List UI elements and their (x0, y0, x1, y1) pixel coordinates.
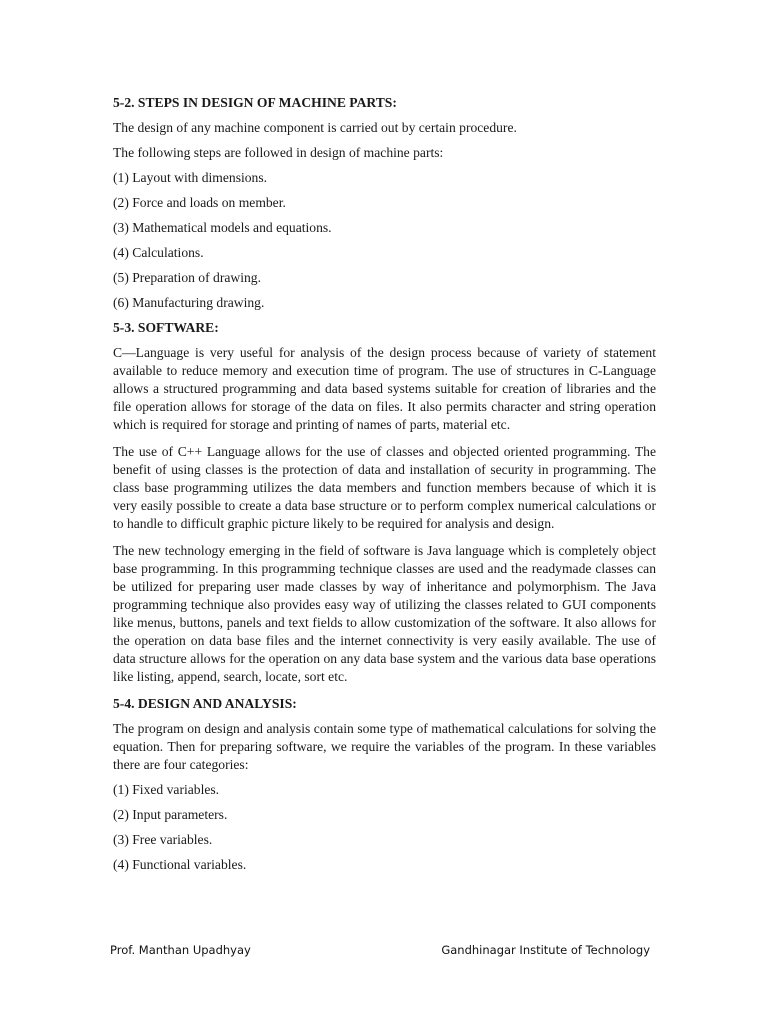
footer-institute: Gandhinagar Institute of Technology (441, 943, 650, 957)
section-heading-5-3: 5-3. SOFTWARE: (113, 320, 219, 335)
list-item: (3) Free variables. (113, 832, 213, 847)
list-item: (2) Force and loads on member. (113, 195, 286, 210)
paragraph: The use of C++ Language allows for the use of classes and objected oriented programming. The benefit of using classes is the protection of data and installation of security in programming. The class base programming utilizes the data members and function members because of which it is very easily possible to create a data base structure or to perform complex numerical calculations or to handle to difficult graphic picture likely to be required for analysis and design. (113, 444, 656, 531)
section-heading-5-4: 5-4. DESIGN AND ANALYSIS: (113, 696, 297, 711)
paragraph: The program on design and analysis contain some type of mathematical calculations for solving the equation. Then for preparing software, we require the variables of the program. In these variables there are four categories: (113, 721, 656, 772)
list-item: (6) Manufacturing drawing. (113, 295, 265, 310)
list-item: (2) Input parameters. (113, 807, 228, 822)
paragraph: The new technology emerging in the field of software is Java language which is completely object base programming. In this programming technique classes are used and the readymade classes can be utilized for preparing user made classes by way of inheritance and polymorphism. The Java programming technique also provides easy way of utilizing the classes related to GUI components like menus, buttons, panels and text fields to allow customization of the software. It also allows for the operation on data base files and the internet connectivity is very easily available. The use of data structure allows for the operation on any data base system and the various data base operations like listing, append, search, locate, sort etc. (113, 543, 656, 684)
list-item: (5) Preparation of drawing. (113, 270, 261, 285)
paragraph: C—Language is very useful for analysis of the design process because of variety of statement available to reduce memory and execution time of program. The use of structures in C-Language allows a structured programming and data based systems suitable for creation of libraries and the file operation allows for storage of the data on files. It also permits character and string operation which is required for storage and printing of names of parts, material etc. (113, 345, 656, 432)
paragraph: The design of any machine component is carried out by certain procedure. (113, 120, 517, 135)
list-item: (1) Fixed variables. (113, 782, 220, 797)
list-item: (1) Layout with dimensions. (113, 170, 268, 185)
footer-author: Prof. Manthan Upadhyay (110, 943, 251, 957)
list-item: (4) Calculations. (113, 245, 204, 260)
list-item: (4) Functional variables. (113, 857, 247, 872)
document-page (113, 94, 656, 874)
list-item: (3) Mathematical models and equations. (113, 220, 332, 235)
paragraph: The following steps are followed in design of machine parts: (113, 145, 444, 160)
section-heading-5-2: 5-2. STEPS IN DESIGN OF MACHINE PARTS: (113, 95, 397, 110)
